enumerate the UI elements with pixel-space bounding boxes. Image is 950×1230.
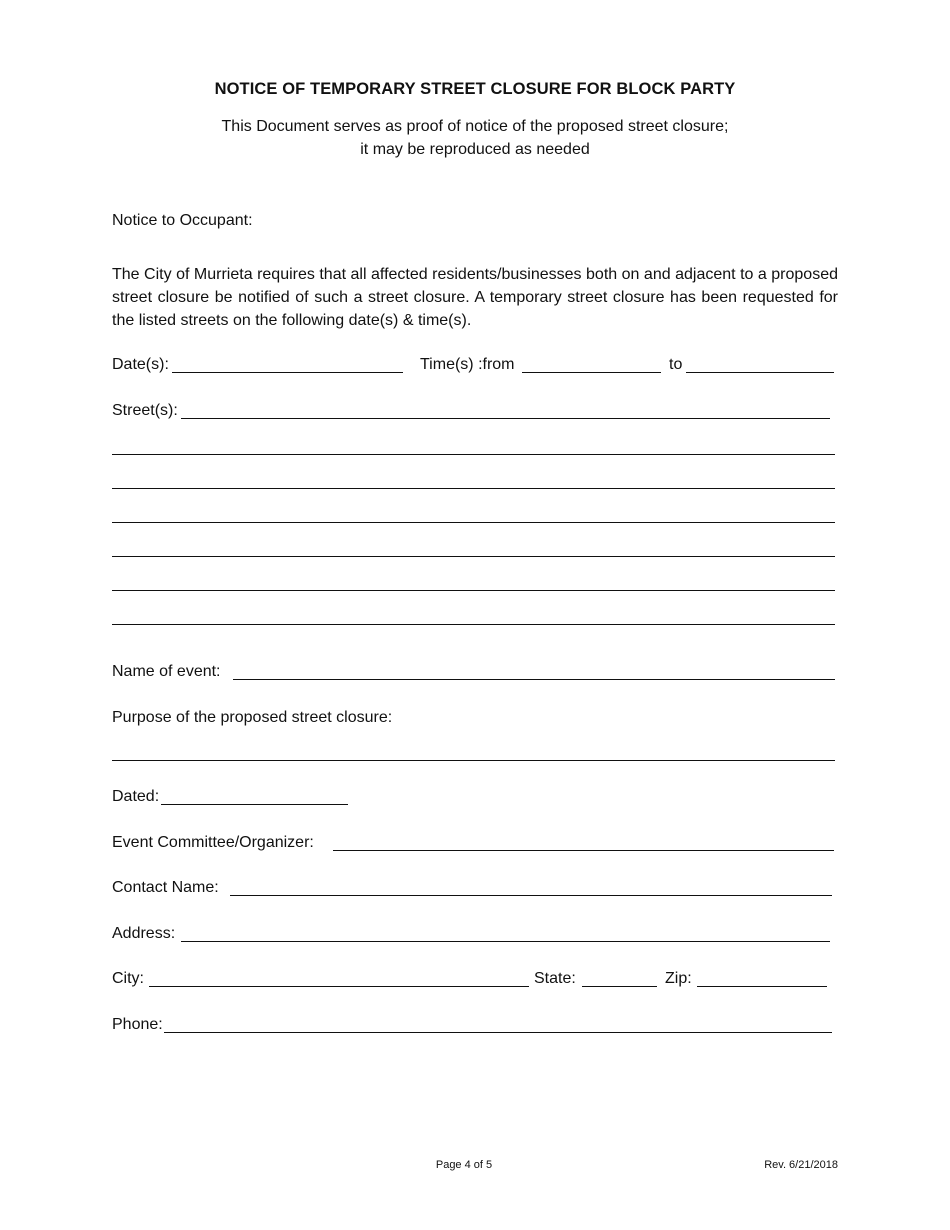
times-to-label: to	[669, 356, 683, 373]
page-number: Page 4 of 5	[435, 1159, 493, 1171]
time-to-field[interactable]	[686, 372, 834, 373]
dates-label: Date(s):	[112, 356, 169, 373]
streets-row	[112, 401, 838, 421]
streets-label: Street(s):	[112, 402, 178, 419]
streets-field[interactable]	[181, 418, 830, 419]
address-row	[112, 924, 838, 944]
subtitle-line-1: This Document serves as proof of notice of the proposed street closure;	[221, 118, 729, 135]
city-label: City:	[112, 970, 144, 987]
dated-label: Dated:	[112, 788, 160, 805]
purpose-field[interactable]	[112, 760, 835, 761]
date-time-row	[112, 355, 838, 375]
dated-field[interactable]	[161, 804, 348, 805]
time-from-field[interactable]	[522, 372, 661, 373]
revision-date: Rev. 6/21/2018	[764, 1159, 838, 1171]
contact-label: Contact Name:	[112, 879, 219, 896]
dates-field[interactable]	[172, 372, 403, 373]
address-label: Address:	[112, 925, 176, 942]
organizer-label: Event Committee/Organizer:	[112, 834, 314, 851]
city-field[interactable]	[149, 986, 529, 987]
times-from-label: Time(s) :from	[420, 356, 515, 373]
streets-extra-line[interactable]	[112, 454, 835, 455]
purpose-label: Purpose of the proposed street closure:	[112, 709, 393, 726]
purpose-row	[112, 708, 838, 728]
event-name-label: Name of event:	[112, 663, 221, 680]
phone-row	[112, 1015, 838, 1035]
city-state-zip-row	[112, 969, 838, 989]
event-name-field[interactable]	[233, 679, 835, 680]
streets-extra-line[interactable]	[112, 522, 835, 523]
address-field[interactable]	[181, 941, 830, 942]
zip-field[interactable]	[697, 986, 827, 987]
document-subtitle	[0, 115, 950, 161]
document-title: NOTICE OF TEMPORARY STREET CLOSURE FOR BLOCK PARTY	[214, 80, 736, 98]
subtitle-line-2: it may be reproduced as needed	[360, 141, 590, 158]
phone-label: Phone:	[112, 1016, 163, 1033]
notice-heading: Notice to Occupant:	[112, 212, 253, 229]
phone-field[interactable]	[164, 1032, 832, 1033]
state-label: State:	[534, 970, 576, 987]
contact-field[interactable]	[230, 895, 832, 896]
contact-row	[112, 878, 838, 898]
streets-extra-line[interactable]	[112, 624, 835, 625]
streets-extra-line[interactable]	[112, 556, 835, 557]
state-field[interactable]	[582, 986, 657, 987]
streets-extra-line[interactable]	[112, 590, 835, 591]
event-name-row	[112, 662, 838, 682]
zip-label: Zip:	[665, 970, 692, 987]
organizer-field[interactable]	[333, 850, 834, 851]
streets-extra-line[interactable]	[112, 488, 835, 489]
notice-paragraph: The City of Murrieta requires that all affected residents/businesses both on and adjacent to a proposed street closure be notified of such a street closure. A temporary street closure has been requested for the listed streets on the following date(s) & time(s).	[112, 266, 838, 329]
organizer-row	[112, 833, 838, 853]
dated-row	[112, 787, 838, 807]
